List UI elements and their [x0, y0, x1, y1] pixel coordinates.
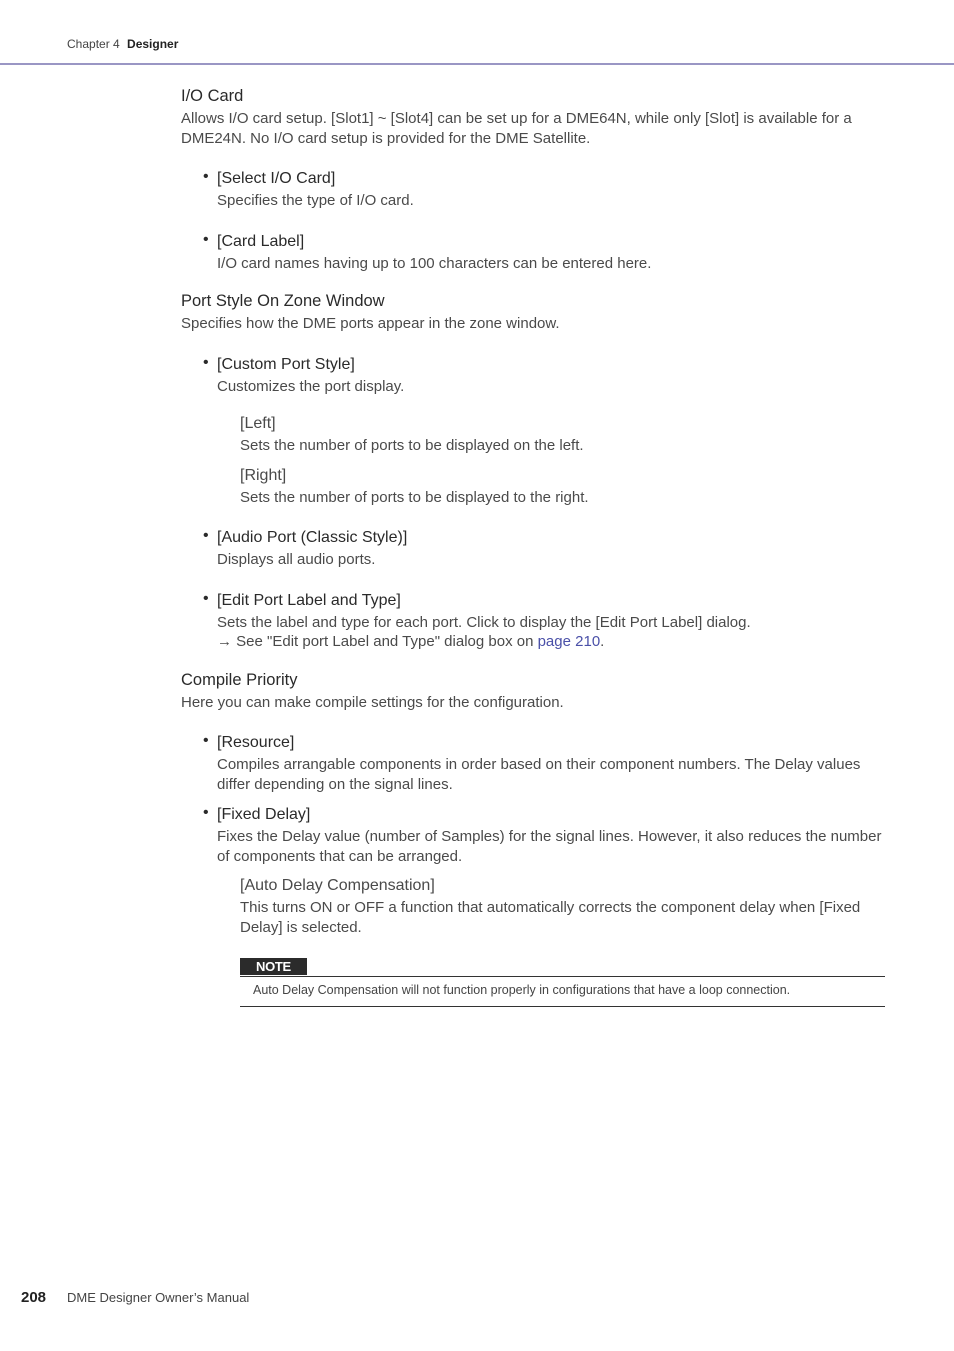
bullet-icon: •	[203, 353, 209, 371]
compile-priority-heading: Compile Priority	[181, 670, 298, 689]
left-subitem	[240, 414, 886, 456]
bullet-icon: •	[203, 168, 209, 185]
edit-port-label-item	[203, 590, 886, 652]
custom-port-style-title: [Custom Port Style]	[217, 355, 355, 373]
edit-port-label-ref	[217, 632, 886, 652]
left-title: [Left]	[240, 415, 276, 432]
auto-delay-subitem	[240, 876, 886, 937]
resource-desc: Compiles arrangable components in order based on their component numbers. The Delay values differ depending on the signal lines.	[217, 756, 861, 793]
ref-text: → See "Edit port Label and Type" dialog box on	[217, 633, 538, 650]
header-divider	[0, 63, 954, 65]
bullet-icon: •	[203, 804, 209, 821]
custom-port-style-item	[203, 354, 886, 508]
select-io-card-title: [Select I/O Card]	[217, 170, 336, 187]
note-label: NOTE	[240, 958, 307, 975]
fixed-delay-desc: Fixes the Delay value (number of Samples) for the signal lines. However, it also reduces the number of components that can be arranged.	[217, 828, 882, 865]
audio-port-title: [Audio Port (Classic Style)]	[217, 529, 408, 546]
right-title: [Right]	[240, 466, 287, 484]
bullet-icon: •	[203, 230, 209, 248]
chapter-title: Designer	[127, 37, 179, 51]
page-number: 208	[21, 1289, 47, 1306]
resource-item	[203, 732, 886, 794]
compile-priority-desc: Here you can make compile settings for the configuration.	[181, 693, 564, 711]
note-box	[240, 958, 885, 1007]
card-label-title: [Card Label]	[217, 232, 305, 250]
bullet-icon: •	[203, 732, 209, 749]
ref-end: .	[600, 633, 605, 650]
select-io-card-desc: Specifies the type of I/O card.	[217, 192, 414, 209]
io-card-desc: Allows I/O card setup. [Slot1] ~ [Slot4] can be set up for a DME64N, while only [Slot] is available for a DME24N. No I/O card setup is provided for the DME Satellite.	[181, 110, 852, 147]
fixed-delay-title: [Fixed Delay]	[217, 806, 311, 823]
bullet-icon: •	[203, 527, 209, 544]
running-header	[67, 37, 178, 51]
audio-port-item	[203, 527, 886, 570]
page-210-link[interactable]: page 210	[537, 633, 601, 650]
note-text: Auto Delay Compensation will not function properly in configurations that have a loop connection.	[240, 976, 885, 1007]
port-style-heading: Port Style On Zone Window	[181, 292, 385, 310]
fixed-delay-item	[203, 804, 886, 937]
custom-port-style-desc: Customizes the port display.	[217, 377, 405, 395]
io-card-section	[181, 86, 886, 273]
left-desc: Sets the number of ports to be displayed on the left.	[240, 437, 584, 454]
audio-port-desc: Displays all audio ports.	[217, 551, 376, 568]
select-io-card-item	[203, 168, 886, 211]
right-desc: Sets the number of ports to be displayed to the right.	[240, 488, 589, 506]
card-label-item	[203, 231, 886, 274]
auto-delay-desc: This turns ON or OFF a function that automatically corrects the component delay when [Fixed Delay] is selected.	[240, 899, 861, 936]
port-style-desc: Specifies how the DME ports appear in the zone window.	[181, 315, 560, 332]
resource-title: [Resource]	[217, 734, 295, 751]
bullet-icon: •	[203, 589, 209, 607]
manual-title: DME Designer Owner’s Manual	[67, 1290, 250, 1305]
right-subitem	[240, 466, 886, 508]
edit-port-label-desc: Sets the label and type for each port. Click to display the [Edit Port Label] dialog.	[217, 613, 751, 631]
chapter-number: Chapter 4	[67, 37, 120, 51]
compile-priority-section	[181, 670, 886, 1008]
edit-port-label-title: [Edit Port Label and Type]	[217, 591, 401, 609]
card-label-desc: I/O card names having up to 100 characters can be entered here.	[217, 254, 652, 272]
io-card-heading: I/O Card	[181, 87, 244, 105]
auto-delay-title: [Auto Delay Compensation]	[240, 877, 435, 894]
page-body	[181, 86, 886, 1025]
port-style-section	[181, 291, 886, 652]
